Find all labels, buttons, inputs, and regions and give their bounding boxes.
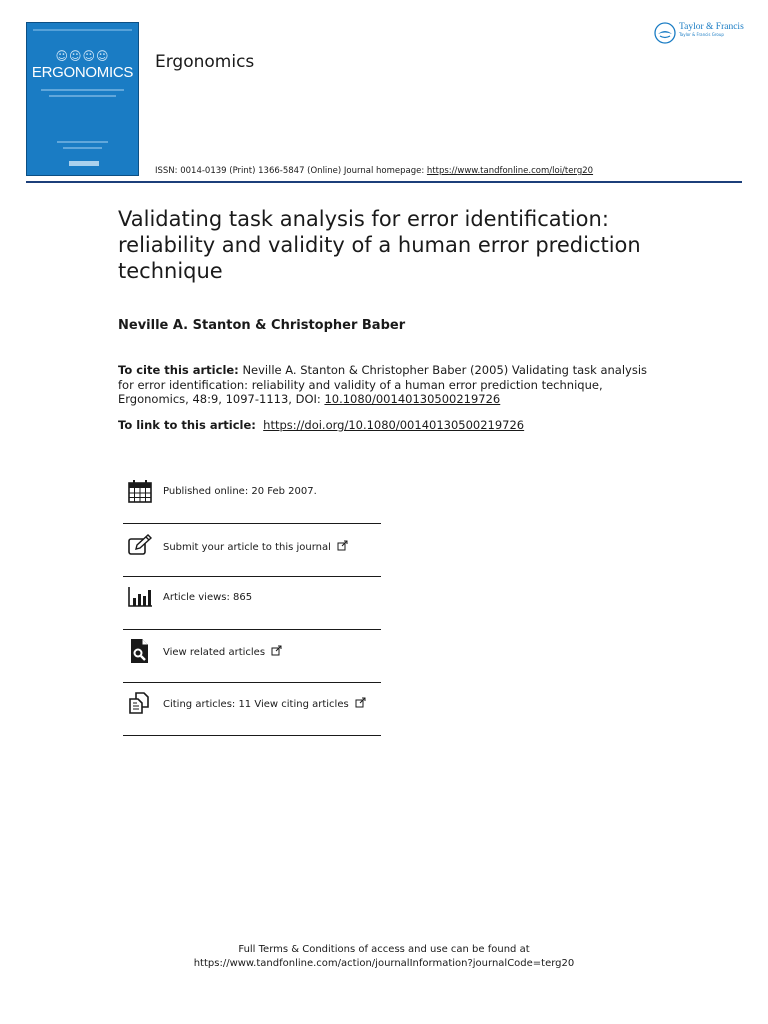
edit-icon [127, 533, 153, 559]
cover-title: ERGONOMICS [31, 64, 134, 81]
article-link-block [118, 418, 524, 432]
external-link-icon [355, 697, 366, 708]
divider [123, 523, 381, 524]
terms-footer [0, 943, 768, 971]
citing-articles-link[interactable]: Citing articles: 11 View citing articles [163, 697, 366, 710]
related-search-icon [127, 638, 153, 664]
submit-article-link[interactable]: Submit your article to this journal [163, 540, 348, 553]
external-link-icon [337, 540, 348, 551]
article-doi-url[interactable]: https://doi.org/10.1080/00140130500219726 [263, 418, 525, 432]
publisher-name: Taylor & Francis [679, 22, 744, 32]
journal-cover-image [26, 22, 139, 176]
journal-name: Ergonomics [155, 52, 255, 72]
divider [123, 682, 381, 683]
publisher-group: Taylor & Francis Group [679, 32, 724, 37]
submit-article-item[interactable] [123, 533, 381, 559]
doi-link[interactable]: 10.1080/00140130500219726 [324, 392, 501, 406]
citing-articles-item[interactable] [123, 690, 381, 716]
article-views-text: Article views: 865 [163, 591, 253, 603]
header-divider [26, 181, 742, 183]
terms-line: Full Terms & Conditions of access and use can be found at [238, 944, 530, 955]
published-online-text: Published online: 20 Feb 2007. [163, 485, 317, 497]
cover-figures: ☺☺☺☺ [55, 49, 110, 63]
divider [123, 576, 381, 577]
published-online-item [123, 478, 381, 504]
citation-text: Neville A. Stanton & Christopher Baber (2005) Validating task analysis for error identification: reliability and validity of a human error prediction technique, Ergonomics, 48:9, 1097-1113, DOI: [118, 363, 648, 406]
calendar-icon [127, 478, 153, 504]
article-views-item [123, 584, 381, 610]
divider [123, 629, 381, 630]
journal-homepage-link[interactable]: https://www.tandfonline.com/loi/terg20 [426, 166, 594, 176]
citing-icon [127, 690, 153, 716]
citation-label: To cite this article: [118, 363, 239, 377]
article-title: Validating task analysis for error identification: reliability and validity of a human error prediction technique [118, 207, 641, 283]
issn-line: ISSN: 0014-0139 (Print) 1366-5847 (Online) Journal homepage: https://www.tandfonline.com/loi/terg20 [155, 166, 594, 176]
bar-chart-icon [127, 584, 153, 610]
related-articles-item[interactable] [123, 638, 381, 664]
divider [123, 735, 381, 736]
article-authors: Neville A. Stanton & Christopher Baber [118, 318, 406, 333]
external-link-icon [271, 645, 282, 656]
link-label: To link to this article: [118, 418, 256, 432]
publisher-logo [654, 22, 744, 44]
related-articles-link[interactable]: View related articles [163, 645, 282, 658]
publisher-emblem-icon [654, 22, 676, 44]
terms-url[interactable]: https://www.tandfonline.com/action/journalInformation?journalCode=terg20 [193, 958, 575, 969]
citation-block [118, 363, 658, 407]
